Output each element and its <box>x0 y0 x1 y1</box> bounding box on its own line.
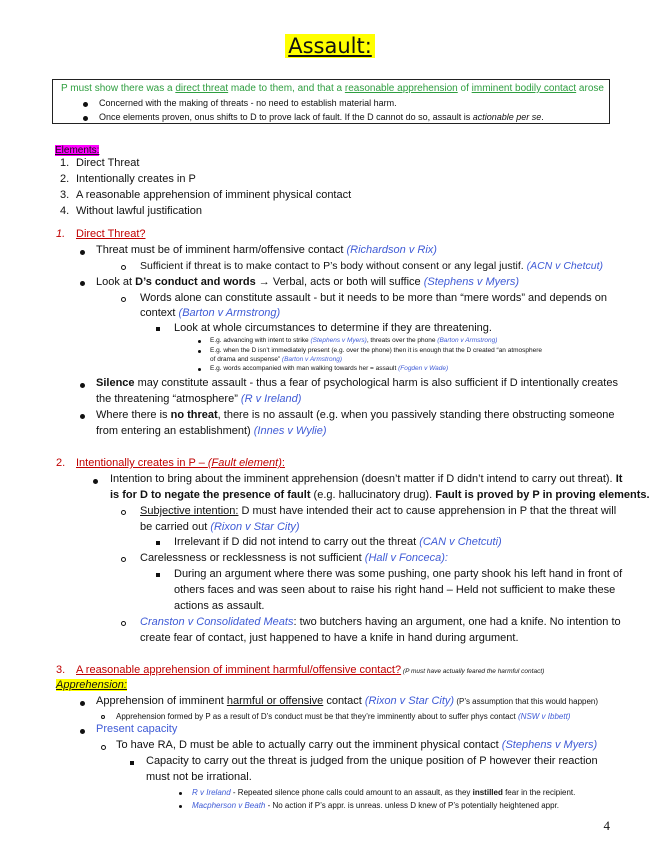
bullet-icon <box>121 265 126 270</box>
section-number: 3. <box>56 664 66 676</box>
bullet-icon <box>93 479 98 484</box>
note-line: Macpherson v Beath - No action if P’s appr. is unreas. unless D knew of P’s potentially heightened appr. <box>192 801 560 810</box>
bullet-icon <box>83 116 88 121</box>
section-heading: Intentionally creates in P – (Fault element): <box>76 457 285 469</box>
subheading: Apprehension: <box>56 679 127 691</box>
bullet-icon <box>198 368 201 371</box>
bullet-icon <box>121 557 126 562</box>
note-line: Irrelevant if D did not intend to carry out the threat (CAN v Chetcuti) <box>174 536 502 548</box>
element-item: 4. <box>60 205 70 217</box>
note-line: Words alone can constitute assault - but it needs to be more than “mere words” and depends on <box>140 292 607 304</box>
elements-heading: Elements: <box>55 145 100 156</box>
bullet-icon <box>156 541 160 545</box>
element-text: Without lawful justification <box>76 205 202 217</box>
section-heading: Direct Threat? <box>76 228 146 240</box>
bullet-icon <box>121 297 126 302</box>
element-text: Intentionally creates in P <box>76 173 196 185</box>
note-line: Sufficient if threat is to make contact to P’s body without consent or any legal justif. (ACN v Chetcut) <box>140 260 604 272</box>
bullet-icon <box>156 327 160 331</box>
note-line: of drama and suspense” (Barton v Armstrong) <box>210 356 342 363</box>
note-line: During an argument where there was some pushing, one party shook his left hand in front of <box>174 568 623 580</box>
intro-bullet: Once elements proven, onus shifts to D to prove lack of fault. If the D cannot do so, assault is actionable per se. <box>99 112 544 122</box>
element-item: 2. <box>60 173 70 185</box>
note-line: is for D to negate the presence of fault (e.g. hallucinatory drug). Fault is proved by P in proving elements. <box>110 489 650 501</box>
page-title: Assault: <box>0 34 660 58</box>
note-line: Intention to bring about the imminent apprehension (doesn’t matter if D didn’t intend to carry out threat). It <box>110 473 623 485</box>
intro-box <box>52 79 610 124</box>
bullet-icon <box>130 761 134 765</box>
note-line: Cranston v Consolidated Meats: two butchers having an argument, one had a knife. No intention to <box>140 616 621 628</box>
note-line: Threat must be of imminent harm/offensive contact (Richardson v Rix) <box>96 244 437 256</box>
bullet-icon <box>80 281 85 286</box>
note-line: Where there is no threat, there is no assault (e.g. when you passively standing there obstructing someone <box>96 409 615 421</box>
note-line: Subjective intention: D must have intended their act to cause apprehension in P that the threat will <box>140 505 617 517</box>
element-text: A reasonable apprehension of imminent physical contact <box>76 189 352 201</box>
bullet-icon <box>179 792 182 795</box>
bullet-icon <box>121 510 126 515</box>
note-line: R v Ireland - Repeated silence phone calls could amount to an assault, as they instilled fear in the recipient. <box>192 788 576 797</box>
note-line: the threatening “atmosphere” (R v Ireland) <box>96 393 302 405</box>
note-line: Apprehension formed by P as a result of D’s conduct must be that they’re imminently about to suffer phys contact (NSW v Ibbett) <box>116 712 571 721</box>
section-number: 1. <box>56 228 66 240</box>
bullet-icon <box>156 573 160 577</box>
bullet-icon <box>80 383 85 388</box>
note-line: Look at D’s conduct and words → Verbal, acts or both will suffice (Stephens v Myers) <box>96 276 520 288</box>
bullet-icon <box>101 715 105 719</box>
bullet-icon <box>198 340 201 343</box>
note-line: context (Barton v Armstrong) <box>140 307 281 319</box>
note-line: Capacity to carry out the threat is judged from the unique position of P however their reaction <box>146 755 598 767</box>
element-item: 3. <box>60 189 70 201</box>
note-line: be carried out (Rixon v Star City) <box>140 521 300 533</box>
note-line: actions as assault. <box>174 600 265 612</box>
note-line: E.g. when the D isn’t immediately present (e.g. over the phone) then it is enough that the D created “an atmosphere <box>210 347 543 354</box>
bullet-icon <box>80 701 85 706</box>
note-line: E.g. words accompanied with man walking towards her = assault (Fogden v Wade) <box>210 365 449 372</box>
note-line: create fear of contact, just happened to have a knife in hand during argument. <box>140 632 519 644</box>
element-item: 1. <box>60 157 70 169</box>
note-line: others faces and was seen about to raise his right hand – Held not sufficient to make these <box>174 584 616 596</box>
bullet-icon <box>179 805 182 808</box>
element-text: Direct Threat <box>76 157 140 169</box>
page-number: 4 <box>603 818 610 833</box>
bullet-icon <box>198 350 201 353</box>
intro-bullet: Concerned with the making of threats - no need to establish material harm. <box>99 98 397 108</box>
note-line: To have RA, D must be able to actually carry out the imminent physical contact (Stephens v Myers) <box>116 739 598 751</box>
note-line: Apprehension of imminent harmful or offensive contact (Rixon v Star City) (P’s assumption that this would happen) <box>96 695 599 707</box>
note-line: Present capacity <box>96 723 178 735</box>
bullet-icon <box>80 729 85 734</box>
bullet-icon <box>80 250 85 255</box>
section-heading: A reasonable apprehension of imminent harmful/offensive contact? (P must have actually feared the harmful contact) <box>76 664 545 676</box>
note-line: Silence may constitute assault - thus a fear of psychological harm is also sufficient if D intentionally creates <box>96 377 618 389</box>
section-number: 2. <box>56 457 66 469</box>
bullet-icon <box>101 745 106 750</box>
note-line: E.g. advancing with intent to strike (Stephens v Myers), threats over the phone (Barton v Armstrong) <box>210 337 498 344</box>
note-line: Look at whole circumstances to determine if they are threatening. <box>174 322 492 334</box>
bullet-icon <box>83 102 88 107</box>
bullet-icon <box>80 414 85 419</box>
bullet-icon <box>121 621 126 626</box>
note-line: must not be irrational. <box>146 771 252 783</box>
note-line: from entering an establishment) (Innes v Wylie) <box>96 425 327 437</box>
note-line: Carelessness or recklessness is not sufficient (Hall v Fonceca): <box>140 552 448 564</box>
intro-line: P must show there was a direct threat made to them, and that a reasonable apprehension of imminent bodily contact arose <box>61 83 604 94</box>
